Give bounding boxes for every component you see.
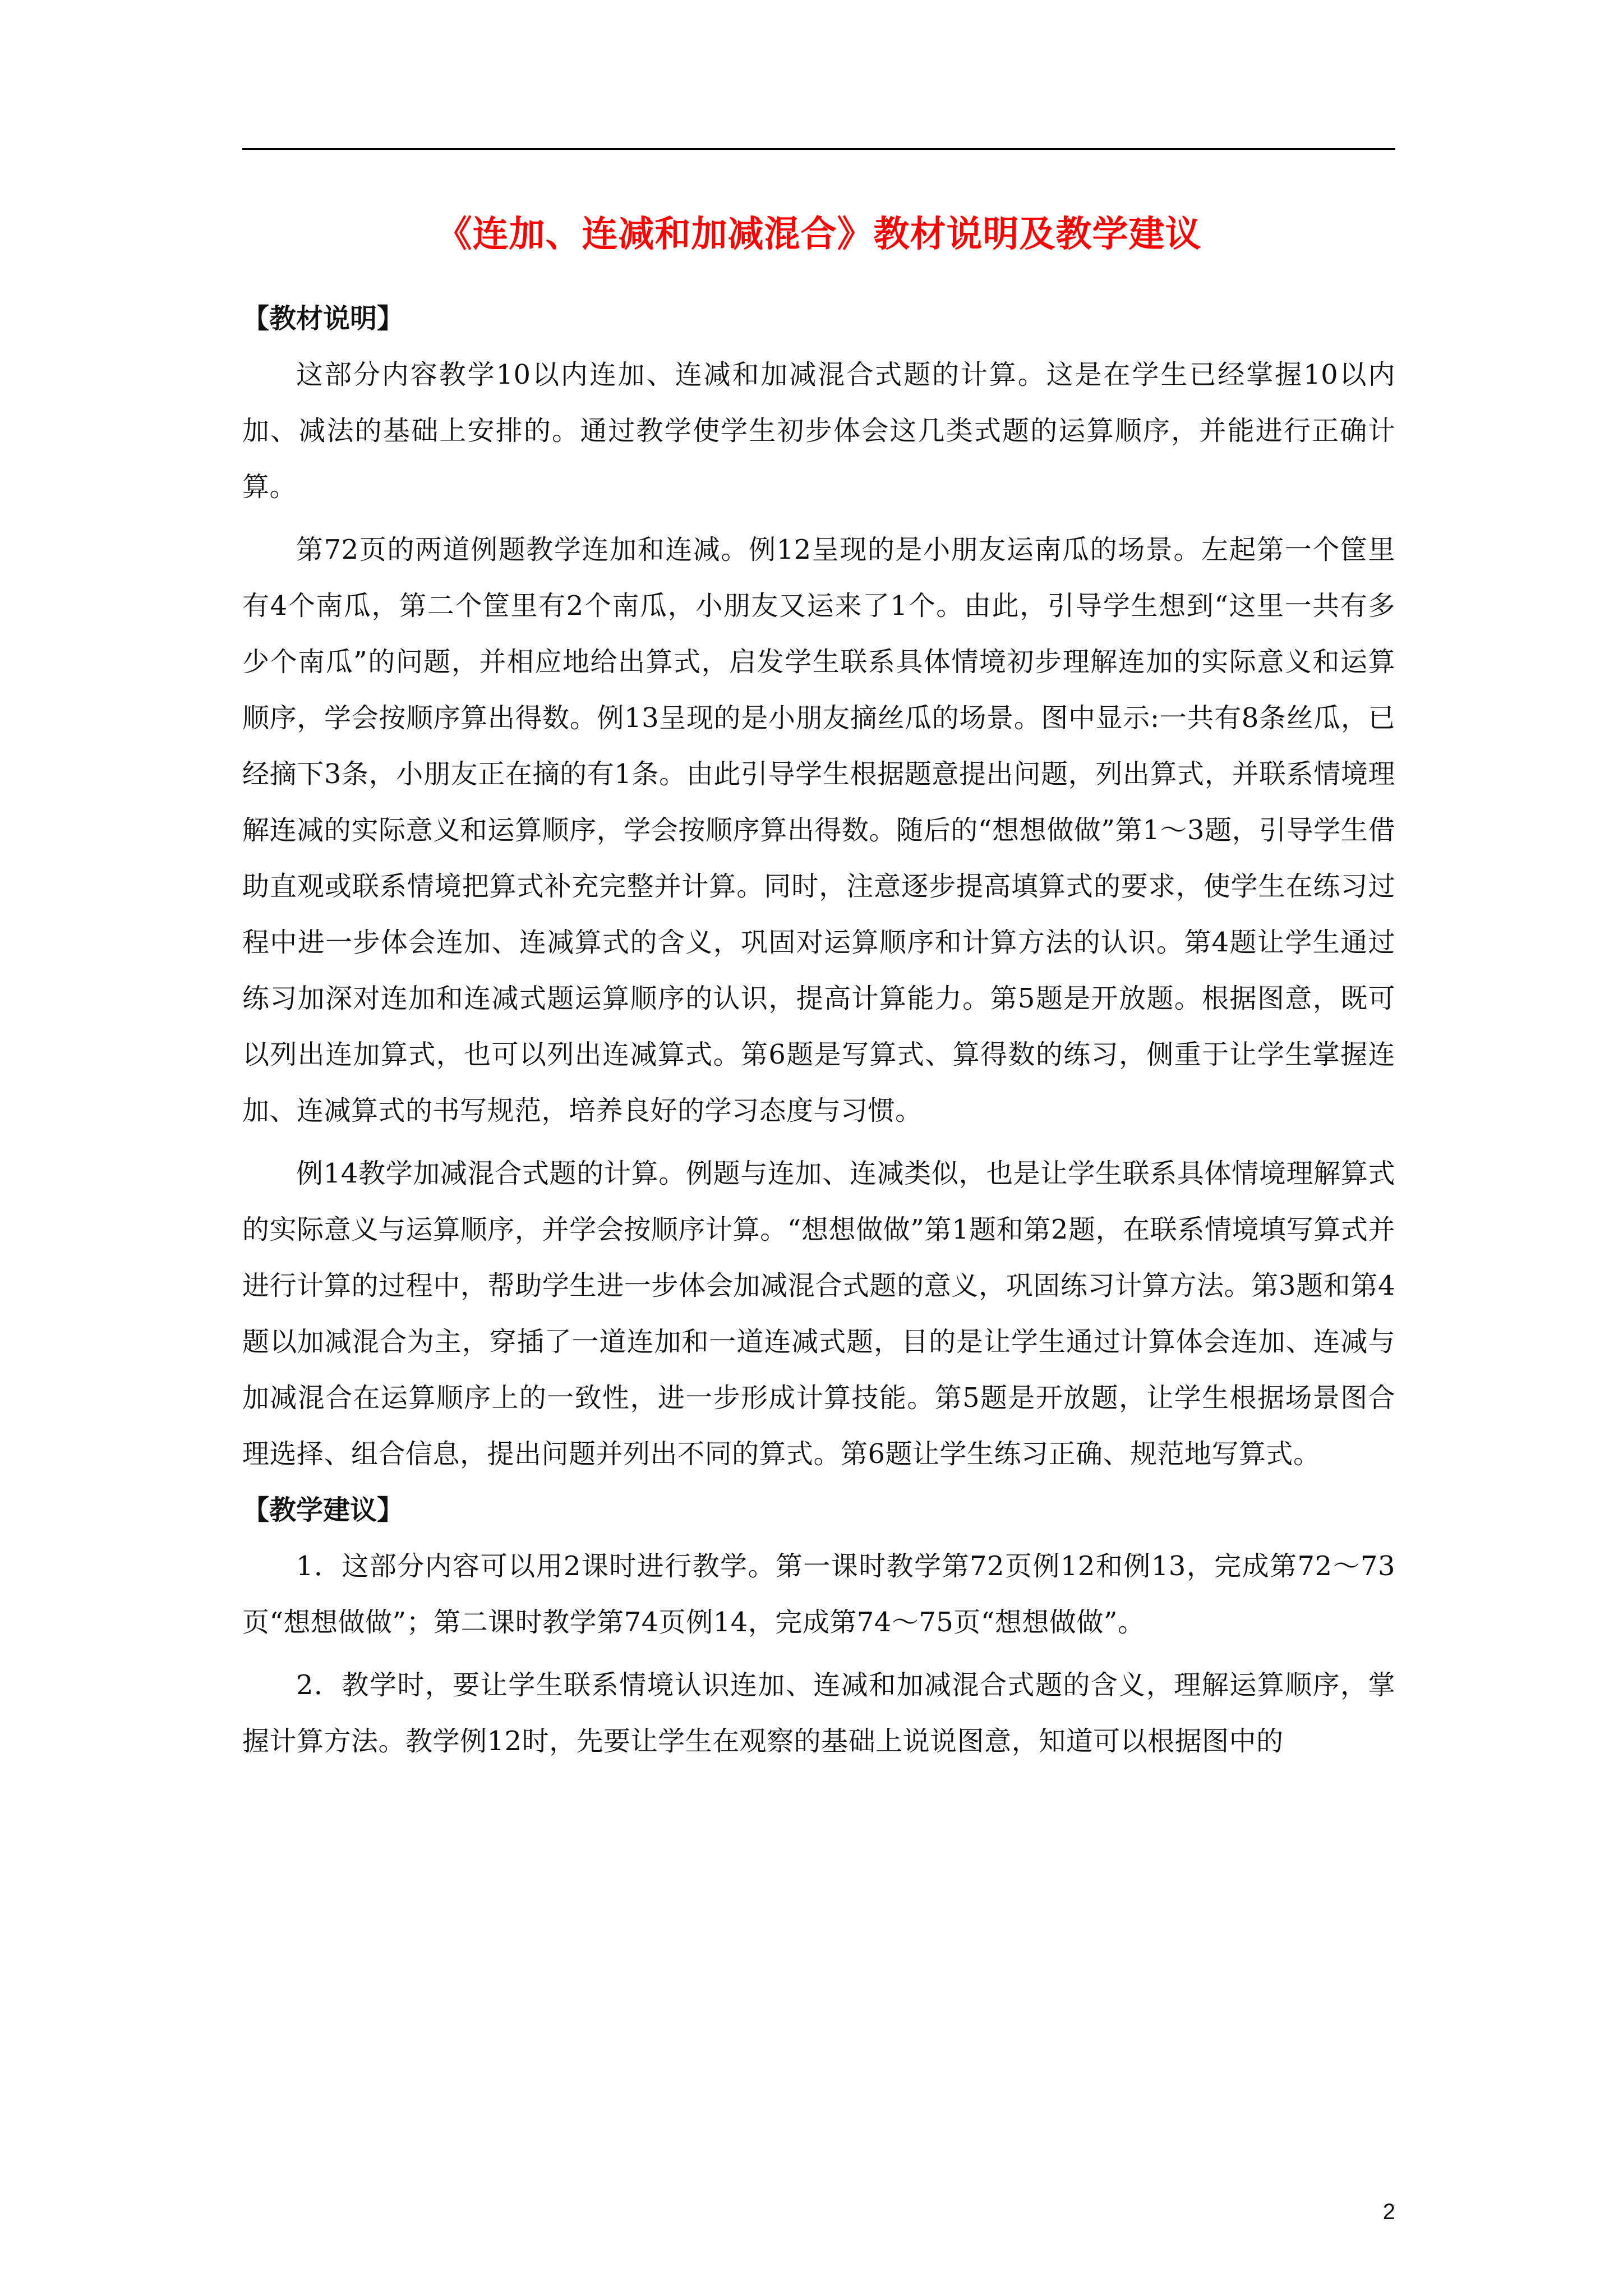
section-heading-materials: 【教材说明】 (242, 303, 404, 334)
document-title: 《连加、连减和加减混合》教材说明及教学建议 (436, 213, 1202, 255)
paragraph: 这部分内容教学10以内连加、连减和加减混合式题的计算。这是在学生已经掌握10以内加、减法的基础上安排的。通过教学使学生初步体会这几类式题的运算顺序，并能进行正确计算。 (242, 359, 1395, 503)
page-number: 2 (1382, 2200, 1395, 2224)
paragraph: 1．这部分内容可以用2课时进行教学。第一课时教学第72页例12和例13，完成第72～73页“想想做做”；第二课时教学第74页例14，完成第74～75页“想想做做”。 (242, 1550, 1395, 1638)
paragraph: 例14教学加减混合式题的计算。例题与连加、连减类似，也是让学生联系具体情境理解算式的实际意义与运算顺序，并学会按顺序计算。“想想做做”第1题和第2题，在联系情境填写算式并进行计算的过程中，帮助学生进一步体会加减混合式题的意义，巩固练习计算方法。第3题和第4题以加减混合为主，穿插了一道连加和一道连减式题，目的是让学生通过计算体会连加、连减与加减混合在运算顺序上的一致性，进一步形成计算技能。第5题是开放题，让学生根据场景图合理选择、组合信息，提出问题并列出不同的算式。第6题让学生练习正确、规范地写算式。 (242, 1158, 1395, 1470)
section-heading-suggestions: 【教学建议】 (242, 1494, 404, 1526)
paragraph: 第72页的两道例题教学连加和连减。例12呈现的是小朋友运南瓜的场景。左起第一个筐里有4个南瓜，第二个筐里有2个南瓜，小朋友又运来了1个。由此，引导学生想到“这里一共有多少个南瓜”的问题，并相应地给出算式，启发学生联系具体情境初步理解连加的实际意义和运算顺序，学会按顺序算出得数。例13呈现的是小朋友摘丝瓜的场景。图中显示:一共有8条丝瓜，已经摘下3条，小朋友正在摘的有1条。由此引导学生根据题意提出问题，列出算式，并联系情境理解连减的实际意义和运算顺序，学会按顺序算出得数。随后的“想想做做”第1～3题，引导学生借助直观或联系情境把算式补充完整并计算。同时，注意逐步提高填算式的要求，使学生在练习过程中进一步体会连加、连减算式的含义，巩固对运算顺序和计算方法的认识。第4题让学生通过练习加深对连加和连减式题运算顺序的认识，提高计算能力。第5题是开放题。根据图意，既可以列出连加算式，也可以列出连减算式。第6题是写算式、算得数的练习，侧重于让学生掌握连加、连减算式的书写规范，培养良好的学习态度与习惯。 (242, 534, 1395, 1126)
paragraph: 2．教学时，要让学生联系情境认识连加、连减和加减混合式题的含义，理解运算顺序，掌握计算方法。教学例12时，先要让学生在观察的基础上说说图意，知道可以根据图中的 (242, 1669, 1395, 1757)
header-rule (242, 148, 1395, 150)
document-body (242, 291, 1395, 1769)
